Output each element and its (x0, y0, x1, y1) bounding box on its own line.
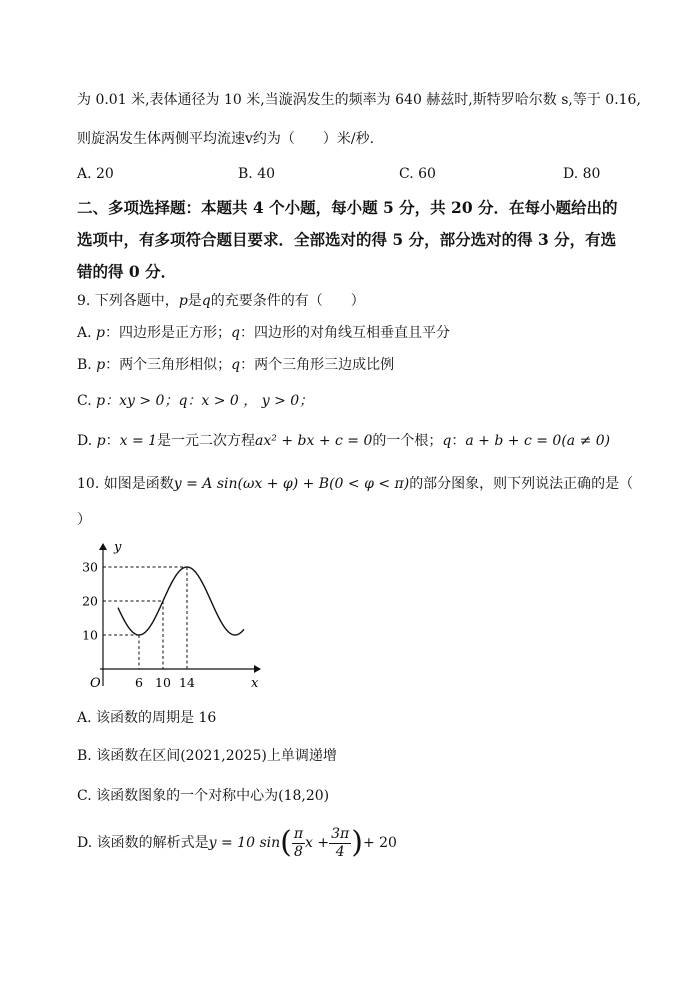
q9-b-q-symbol: q (231, 357, 241, 373)
q9-b-label: B. (77, 357, 92, 373)
y-tick-30: 30 (82, 559, 98, 575)
q10-d-frac2-den: 4 (335, 843, 345, 860)
q10-option-a[interactable]: A. 该函数的周期是 16 (77, 710, 217, 726)
q8-option-d[interactable]: D. 80 (563, 166, 601, 182)
q9-option-a[interactable] (77, 322, 450, 342)
q9-d-q-symbol: q (442, 433, 452, 449)
q8-option-a[interactable]: A. 20 (77, 166, 114, 182)
section2-line3: 错的得 0 分． (77, 262, 177, 281)
q9-option-d[interactable] (77, 430, 610, 450)
y-axis-label: y (114, 540, 122, 555)
x-tick-14: 14 (179, 675, 195, 690)
q9-d-condition: a + b + c = 0 (465, 433, 562, 449)
q9-d-label: D. (77, 433, 93, 449)
q8-option-b[interactable]: B. 40 (238, 166, 276, 182)
q10-stem-close: ） (77, 512, 91, 528)
q10-d-frac1-den: 8 (293, 843, 303, 860)
x-tick-10: 10 (155, 675, 171, 690)
q9-c-q-text: ：x > 0 ， y > 0； (187, 393, 314, 409)
q8-line1: 为 0.01 米,表体通径为 10 米,当漩涡发生的频率为 640 赫兹时,斯特罗哈尔数 s,等于 0.16, (77, 92, 641, 108)
q10-stem-a: 10. 如图是函数 (77, 476, 174, 492)
x-axis-label: x (251, 676, 259, 690)
q10-d-frac1 (292, 826, 305, 859)
q10-d-frac2 (329, 826, 351, 859)
y-tick-10: 10 (82, 627, 98, 643)
q9-d-p1: ： (105, 433, 120, 449)
dashed-guides (103, 567, 187, 669)
q9-q: q (201, 293, 211, 309)
q9-a-p-text: ：四边形是正方形； (104, 325, 231, 341)
q9-d-equation: ax² + bx + c = 0 (255, 433, 373, 449)
q9-stem-a: 9. 下列各题中， (77, 293, 179, 309)
q10-b-interval: (2021,2025) (180, 748, 267, 764)
q10-d-tail: + 20 (362, 835, 397, 851)
q10-option-c[interactable] (77, 785, 329, 805)
q10-c-point: (18,20) (278, 788, 330, 804)
function-graph (80, 538, 270, 690)
q9-c-label: C. (77, 393, 92, 409)
q10-c-text: C. 该函数图象的一个对称中心为 (77, 788, 279, 804)
q9-d-p2: 是一元二次方程 (157, 433, 256, 449)
q10-d-y: y = 10 sin (208, 835, 281, 851)
q10-option-d[interactable] (77, 824, 397, 862)
q10-d-x: x + (305, 835, 330, 851)
q9-option-c[interactable] (77, 390, 313, 410)
q9-stem-b: 是 (187, 293, 202, 309)
q9-stem (77, 290, 365, 310)
q10-d-frac1-num: π (293, 826, 304, 843)
q9-d-condition2: (a ≠ 0) (561, 433, 611, 449)
q9-stem-c: 的充要条件的有（ ） (210, 293, 365, 309)
q10-d-paren-close: ) (351, 825, 363, 860)
q9-a-label: A. (77, 325, 92, 341)
q9-d-q-text: ： (451, 433, 466, 449)
q9-c-p-text: ：xy > 0； (105, 393, 179, 409)
y-tick-20: 20 (82, 593, 98, 609)
origin-label: O (90, 676, 101, 690)
q9-a-q-text: ：四边形的对角线互相垂直且平分 (239, 325, 450, 341)
q10-d-text: D. 该函数的解析式是 (77, 835, 209, 851)
q9-c-p-symbol: p (96, 393, 106, 409)
q9-d-p-symbol: p (96, 433, 106, 449)
x-tick-6: 6 (135, 675, 143, 690)
q9-d-p3: 的一个根； (372, 433, 443, 449)
q10-stem (77, 473, 633, 493)
q10-b-text-a: B. 该函数在区间 (77, 748, 181, 764)
q9-p: p (178, 293, 188, 309)
q10-b-text-b: 上单调递增 (266, 748, 337, 764)
q10-stem-b: 的部分图象，则下列说法正确的是（ (409, 476, 634, 492)
q8-option-c[interactable]: C. 60 (399, 166, 436, 182)
q9-a-p-symbol: p (96, 325, 105, 341)
section2-line2: 选项中，有多项符合题目要求．全部选对的得 5 分，部分选对的得 3 分，有选 (77, 230, 617, 249)
q10-d-paren-open: ( (280, 825, 292, 860)
q9-c-q-symbol: q (178, 393, 188, 409)
q9-b-p-symbol: p (96, 357, 106, 373)
q10-function: y = A sin(ωx + φ) + B(0 < φ < π) (173, 476, 410, 492)
q9-b-q-text: ：两个三角形三边成比例 (240, 357, 395, 373)
q9-d-x1: x = 1 (119, 433, 158, 449)
section2-line1: 二、多项选择题：本题共 4 个小题，每小题 5 分，共 20 分．在每小题给出的 (77, 198, 618, 217)
q9-b-p-text: ：两个三角形相似； (105, 357, 232, 373)
q9-a-q-symbol: q (230, 325, 240, 341)
q10-option-b[interactable] (77, 745, 337, 765)
q10-d-frac2-num: 3π (331, 826, 350, 843)
q8-line2: 则旋涡发生体两侧平均流速v约为（ ）米/秒. (77, 131, 375, 147)
q9-option-b[interactable] (77, 354, 394, 374)
